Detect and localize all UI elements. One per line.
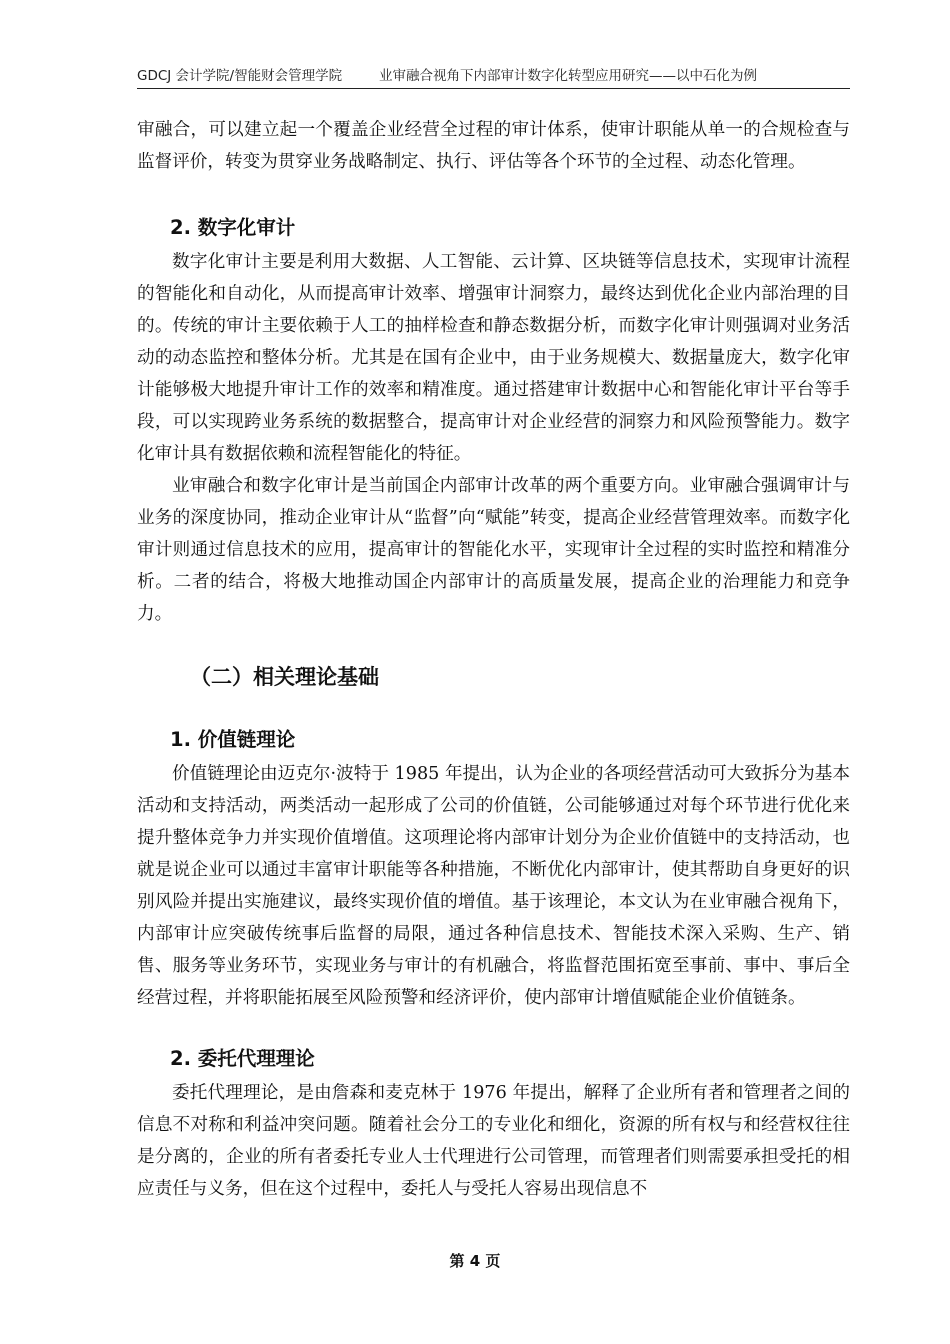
header-institution: GDCJ 会计学院/智能财会管理学院 [137, 68, 343, 84]
running-header [137, 66, 850, 89]
paragraph-agency-theory: 委托代理理论，是由詹森和麦克林于 1976 年提出，解释了企业所有者和管理者之间的信息不对称和利益冲突问题。随着社会分工的专业化和细化，资源的所有权与和经营权往往是分离的，企业的所有者委托专业人士代理进行公司管理，而管理者们则需要承担受托的相应责任与义务，但在这个过程中，委托人与受托人容易出现信息不 [137, 1083, 850, 1199]
section-title-theory: （二）相关理论基础 [190, 665, 379, 689]
paragraph-digital-audit-1: 数字化审计主要是利用大数据、人工智能、云计算、区块链等信息技术，实现审计流程的智能化和自动化，从而提高审计效率、增强审计洞察力，最终达到优化企业内部治理的目的。传统的审计主要依赖于人工的抽样检查和静态数据分析，而数字化审计则强调对业务活动的动态监控和整体分析。尤其是在国有企业中，由于业务规模大、数据量庞大，数字化审计能够极大地提升审计工作的效率和精准度。通过搭建审计数据中心和智能化审计平台等手段，可以实现跨业务系统的数据整合，提高审计对企业经营的洞察力和风险预警能力。数字化审计具有数据依赖和流程智能化的特征。 [137, 252, 850, 464]
heading-agency-theory: 2. 委托代理理论 [170, 1047, 315, 1070]
header-thesis-title: 业审融合视角下内部审计数字化转型应用研究——以中石化为例 [379, 68, 757, 84]
paragraph-value-chain: 价值链理论由迈克尔·波特于 1985 年提出，认为企业的各项经营活动可大致拆分为基本活动和支持活动，两类活动一起形成了公司的价值链，公司能够通过对每个环节进行优化来提升整体竞争力并实现价值增值。这项理论将内部审计划分为企业价值链中的支持活动，也就是说企业可以通过丰富审计职能等各种措施，不断优化内部审计，使其帮助自身更好的识别风险并提出实施建议，最终实现价值的增值。基于该理论，本文认为在业审融合视角下，内部审计应突破传统事后监督的局限，通过各种信息技术、智能技术深入采购、生产、销售、服务等业务环节，实现业务与审计的有机融合，将监督范围拓宽至事前、事中、事后全经营过程，并将职能拓展至风险预警和经济评价，使内部审计增值赋能企业价值链条。 [137, 764, 850, 1008]
page-number: 第 4 页 [449, 1252, 501, 1270]
heading-digital-audit: 2. 数字化审计 [170, 216, 296, 239]
heading-value-chain: 1. 价值链理论 [170, 728, 296, 751]
paragraph-digital-audit-2: 业审融合和数字化审计是当前国企内部审计改革的两个重要方向。业审融合强调审计与业务的深度协同，推动企业审计从“监督”向“赋能”转变，提高企业经营管理效率。而数字化审计则通过信息技术的应用，提高审计的智能化水平，实现审计全过程的实时监控和精准分析。二者的结合，将极大地推动国企内部审计的高质量发展，提高企业的治理能力和竞争力。 [137, 476, 850, 624]
paragraph-intro: 审融合，可以建立起一个覆盖企业经营全过程的审计体系，使审计职能从单一的合规检查与监督评价，转变为贯穿业务战略制定、执行、评估等各个环节的全过程、动态化管理。 [137, 120, 850, 172]
